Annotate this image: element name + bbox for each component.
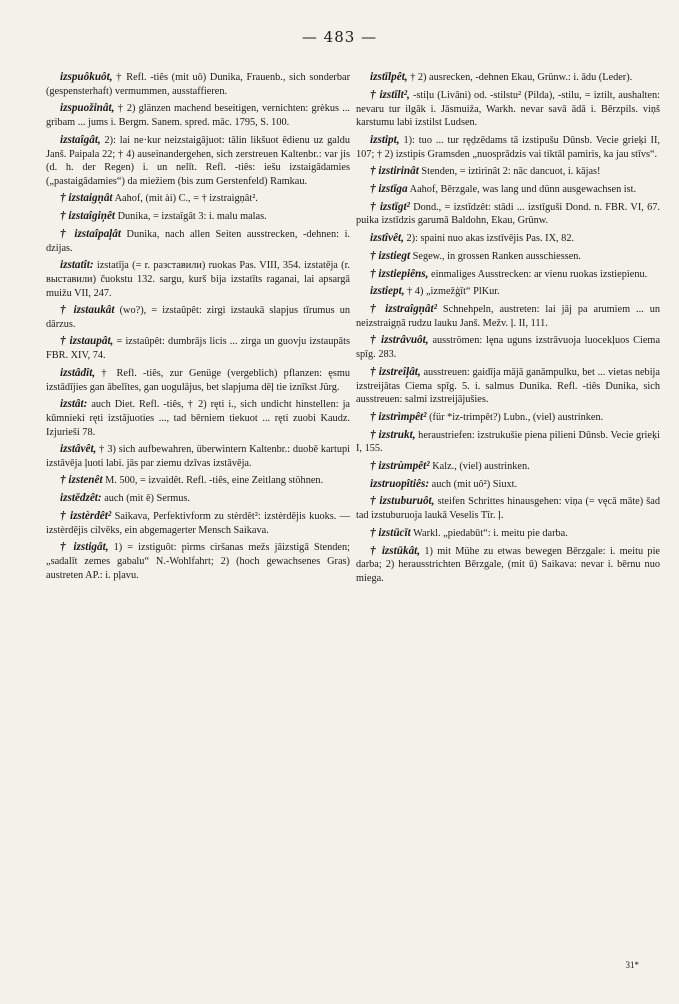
dictionary-entry <box>356 249 660 264</box>
dictionary-entry <box>356 200 660 228</box>
entry-headword: izstâvêt, <box>60 443 97 456</box>
dictionary-entry <box>356 526 660 541</box>
dictionary-entry <box>356 459 660 474</box>
entry-headword: † izstūkât, <box>370 544 421 557</box>
entry-definition: † 4) „izmežģīt“ PlKur. <box>407 286 500 298</box>
dictionary-entry <box>356 182 660 197</box>
entry-definition: Segew., in grossen Ranken ausschiessen. <box>412 250 582 262</box>
entry-headword: † izstèrdêt² <box>60 510 112 523</box>
entry-headword: izspuôkuôt, <box>60 71 113 83</box>
entry-definition: ausstreuen: gaidīja mājā ganāmpulku, bet ... vietas nebija izstreijātas Ciema spīg. 5. i. salmus Dunika. Refl. -tiês Dunika, sich ausstreuen: salmi izstreijājušies. <box>356 366 660 406</box>
entry-definition: Aahof, (mit ài) C., = † izstraigṇât². <box>114 193 258 205</box>
dictionary-entry <box>46 334 350 362</box>
dictionary-entry <box>46 101 350 129</box>
entry-headword: izstât: <box>60 398 88 411</box>
dictionary-entry <box>46 133 350 189</box>
entry-definition: 2): lai ne·kur neizstaigājuot: tālin likšuot ēdienu uz galdu Janš. Paipala 22; † 4) auseinandergehen, sich zerstreuen Kaltenbr.: var jis (d. h. der Regen) i. un nelīt. Refl. -tiês: iešu izstaigādamies („pastaigādamies“) da miežiem (bis zum Gerstenfeld) Ramkau. <box>46 134 351 187</box>
entry-headword: izstâdît, <box>60 366 96 379</box>
entry-headword: izstiept, <box>370 285 405 298</box>
entry-definition: Stenden, = iztirinât 2: nāc dancuot, i. kājas! <box>421 166 601 178</box>
dictionary-entry <box>46 491 350 506</box>
entry-headword: izstruopîtiês: <box>370 477 430 490</box>
entry-headword: † izstīlt², <box>370 88 410 101</box>
entry-headword: izstēdzêt: <box>60 492 102 505</box>
entry-definition: auch (mit ē) Sermus. <box>104 493 191 505</box>
dictionary-entry <box>356 428 660 456</box>
entry-definition: Schnehpeln, austreten: lai jāj pa arumiem ... un neizstraigṇā rudzu lauku Janš. Mežv. ļ. II, 111. <box>356 304 660 329</box>
entry-headword: izstatît: <box>60 259 94 272</box>
dictionary-entry <box>356 544 660 586</box>
dictionary-entry <box>356 477 660 492</box>
entry-definition: † Refl. -tiês, zur Genüge (vergeblich) pflanzen: ęsmu izstādījies gan ābelītes, gan uogulājus, bet slapjuma dēļ tie iznīkst Jürg. <box>46 367 350 393</box>
dictionary-entry <box>356 410 660 425</box>
entry-definition: Dunika, nach allen Seiten ausstrecken, -dehnen: i. dzijas. <box>46 228 351 254</box>
entry-definition: † Refl. -tiês (mit uô) Dunika, Frauenb., sich sonderbar (gespensterhaft) vermummen, ausstaffieren. <box>46 72 350 97</box>
entry-definition: (für *iz-trimpêt?) Lubn., (viel) austrinken. <box>429 411 604 423</box>
entry-headword: † izstirinât <box>370 165 419 178</box>
dictionary-entry <box>46 258 350 300</box>
dictionary-entry <box>46 366 350 394</box>
entry-headword: † izstiepiêns, <box>370 267 429 280</box>
entry-headword: † izstaigṇât <box>60 192 113 205</box>
entry-headword: izstipt, <box>370 133 400 146</box>
dictionary-entry <box>46 442 350 470</box>
entry-headword: † izstaîgiņêt <box>60 210 116 223</box>
entry-definition: 1) mit Mühe zu etwas bewegen Bērzgale: i. meitu pie darba; 2) herausstrichten Bērzgale, (mit ū) Saikava: nevar i. bērnu nuo miega. <box>356 545 660 584</box>
entry-headword: † izstuburuôt, <box>370 495 435 508</box>
entry-headword: † izstrukt, <box>370 428 416 441</box>
entry-definition: 2): spaini nuo akas izstīvējis Pas. IX, 82. <box>406 233 575 244</box>
entry-definition: Dond., = izstîdzêt: stādi ... izstīguši Dond. n. FBR. VI, 67. puika izstīdzis garumā Baldohn, Ekau, Grünw. <box>356 201 660 227</box>
entry-headword: izstîvêt, <box>370 232 404 244</box>
entry-definition: = izstaûpêt: dumbrājs licis ... zirga un guovju izstaupāts FBR. XIV, 74. <box>46 336 350 362</box>
dictionary-entry <box>46 540 350 582</box>
entry-definition: Saikava, Perfektivform zu stèrdêt²: izstèrdējis kuoks. — izstèrdējis cilvēks, ein abgemagerter Mensch Saikava. <box>46 511 350 536</box>
signature-mark: 31* <box>625 960 639 970</box>
dictionary-entry <box>46 509 350 537</box>
entry-definition: auch Diet. Refl. -tiês, † 2) ręti i., sich undicht hinstellen: ja kūmnieki ręti izstājuoties ..., tad bērniem tiekuot ... ręti zuobi Kaudz. Izjurieši 78. <box>46 399 351 438</box>
dictionary-entry <box>46 397 350 439</box>
dictionary-entry <box>46 227 350 255</box>
dictionary-entry <box>356 333 660 361</box>
entry-definition: Aahof, Bērzgale, was lang und dünn ausgewachsen ist. <box>409 183 637 195</box>
entry-headword: † izstrùmpêt² <box>370 459 430 472</box>
entry-headword: † izstaîpaļât <box>60 227 121 240</box>
dictionary-entry <box>46 191 350 206</box>
entry-definition: Kalz., (viel) austrinken. <box>432 460 530 472</box>
entry-definition: einmaliges Ausstrecken: ar vienu ruokas izstiepienu. <box>431 268 648 280</box>
entry-definition: izstatīja (= r. разставили) ruokas Pas. VIII, 354. izstatēja (r. выставили) čuokstu 132. sargu, kurš bija izstatīts raganai, lai apsargā muižu VII, 247. <box>46 260 351 299</box>
entry-headword: izstīlpêt, <box>370 71 408 83</box>
entry-definition: † 2) glänzen machend beseitigen, vernichten: grèkus ... gribam ... jums i. Bergm. Sanem. spred. māc. 1795, S. 100. <box>46 103 350 129</box>
dictionary-entry <box>356 164 660 179</box>
entry-headword: † izstenêt <box>60 474 103 487</box>
dictionary-entry <box>356 284 660 299</box>
dictionary-entry <box>356 365 660 407</box>
dictionary-entry <box>46 473 350 488</box>
dictionary-entry <box>356 133 660 161</box>
entry-headword: † izstaupât, <box>60 335 114 348</box>
entry-headword: † izstreîļât, <box>370 365 421 378</box>
entry-headword: † izstaukât <box>60 304 115 317</box>
entry-headword: † izstigât, <box>60 541 109 554</box>
right-column <box>356 70 660 589</box>
dictionary-entry <box>356 494 660 522</box>
dictionary-entry <box>356 231 660 246</box>
entry-definition: heraustriefen: izstrukušie piena pilieni Dūnsb. Vecie grieķi I, 155. <box>356 429 660 455</box>
entry-headword: † izstrìmpêt² <box>370 410 427 423</box>
dictionary-entry <box>46 303 350 331</box>
entry-headword: † izstiegt <box>370 249 411 262</box>
entry-definition: auch (mit uô²) Siuxt. <box>431 478 518 490</box>
entry-definition: Dunika, = izstaîgât 3: i. malu malas. <box>117 211 267 223</box>
entry-headword: † izstīga <box>370 182 408 195</box>
page-number: — 483 — <box>301 28 378 46</box>
entry-headword: † izstraîgṇât² <box>370 303 437 316</box>
entry-headword: † izstūcīt <box>370 526 411 539</box>
entry-definition: -stiļu (Livāni) od. -stilstu² (Pilda), -stilu, = iztilt, aushalten: nevaru tur ilgāk i. Jāsmuiža, Warkh. nevar savā ādā i. Bērzpils. viņš karstumu labi izstilst Ludsen. <box>356 89 660 129</box>
entry-definition: M. 500, = izvaidêt. Refl. -tiês, eine Zeitlang stöhnen. <box>105 475 324 487</box>
entry-definition: † 3) sich aufbewahren, überwintern Kaltenbr.: duobē kartupi izstāvēja ļuoti labi. jās par ziemu dzīvas izstāvēja. <box>46 444 351 469</box>
dictionary-entry <box>46 209 350 224</box>
dictionary-entry <box>356 88 660 130</box>
entry-definition: steifen Schrittes hinausgehen: viņa (= vęcā māte) šad tad izstuburuoja laukā Veselis Tīr. ļ. <box>356 496 660 522</box>
dictionary-entry <box>356 70 660 85</box>
entry-headword: † izstīgt² <box>370 200 410 213</box>
dictionary-entry <box>356 302 660 330</box>
left-column <box>46 70 350 585</box>
entry-definition: Warkl. „piedabūt“: i. meitu pie darba. <box>413 527 568 539</box>
dictionary-entry <box>356 267 660 282</box>
entry-definition: 1): tuo ... tur ręḍzēdams tā izstipušu Dūnsb. Vecie grieķi II, 107; † 2) izstipis Gramsden „nuosprādzis vai tiktāl pamiris, ka jau stīvs“. <box>356 134 660 160</box>
entry-headword: † izstrâvuôt, <box>370 334 429 347</box>
entry-definition: † 2) ausrecken, -dehnen Ekau, Grünw.: i. ādu (Leder). <box>410 72 633 83</box>
entry-definition: 1) = izstiguôt: pirms ciršanas mežs jāizstigā Stenden; „sadalīt zemes gabalu“ N.-Wohlfahrt; 2) (hoch gewachsenes Gras) austreten AP.: i. pļavu. <box>46 542 351 581</box>
entry-headword: izstaîgât, <box>60 133 101 146</box>
entry-headword: izspuožinât, <box>60 102 115 115</box>
dictionary-entry <box>46 70 350 98</box>
entry-definition: (wo?), = izstaûpêt: zirgi izstaukā slapjus tīrumus un dārzus. <box>46 305 350 330</box>
entry-definition: ausströmen: lęna uguns izstrāvuoja luocekļuos Ciema spīg. 283. <box>356 335 661 361</box>
